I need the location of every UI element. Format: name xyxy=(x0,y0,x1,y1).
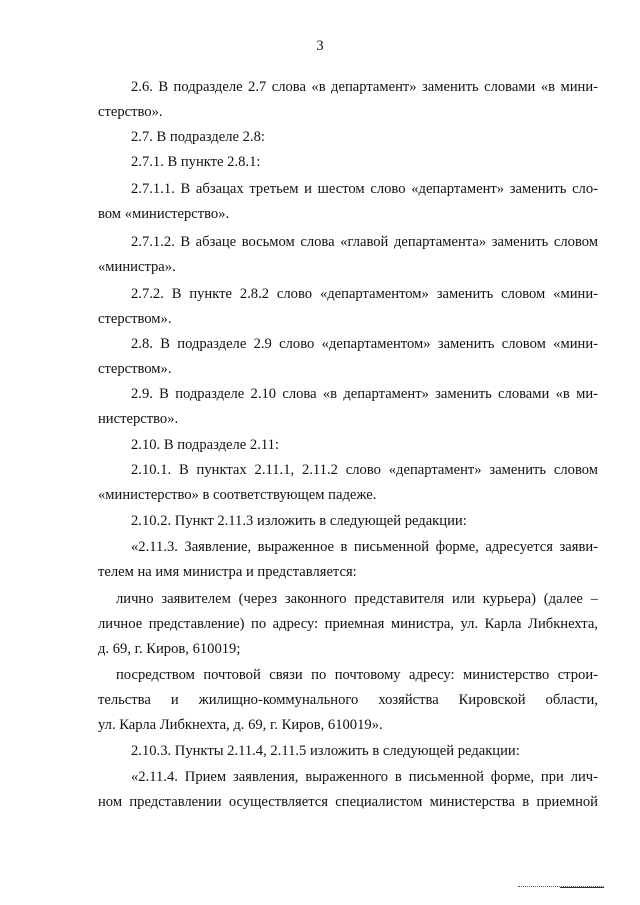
paragraph-line: лично заявителем (через законного представителя или курьера) (далее – xyxy=(116,591,598,607)
paragraph-line: посредством почтовой связи по почтовому адресу: министерство строи- xyxy=(116,667,598,683)
scan-mark-line xyxy=(560,887,604,888)
paragraph-line: 2.10.3. Пункты 2.11.4, 2.11.5 изложить в следующей редакции: xyxy=(131,743,520,759)
paragraph-line: «2.11.4. Прием заявления, выраженного в письменной форме, при лич- xyxy=(131,769,598,785)
paragraph-line: 2.7.1. В пункте 2.8.1: xyxy=(131,154,261,170)
paragraph-line: нистерство». xyxy=(98,411,179,427)
paragraph-line: ул. Карла Либкнехта, д. 69, г. Киров, 610019». xyxy=(98,717,383,733)
paragraph-line: стерство». xyxy=(98,104,163,120)
paragraph-line: 2.7.1.1. В абзацах третьем и шестом слово «департамент» заменить сло- xyxy=(131,181,598,197)
paragraph-line: ном представлении осуществляется специалистом министерства в приемной xyxy=(98,794,598,810)
paragraph-line: 2.8. В подразделе 2.9 слово «департаментом» заменить словом «мини- xyxy=(131,336,598,352)
paragraph-line: «министра». xyxy=(98,259,176,275)
paragraph-line: 2.7.1.2. В абзаце восьмом слова «главой департамента» заменить словом xyxy=(131,234,598,250)
paragraph-line: вом «министерство». xyxy=(98,206,230,222)
paragraph-line: 2.10.1. В пунктах 2.11.1, 2.11.2 слово «департамент» заменить словом xyxy=(131,462,598,478)
paragraph-line: телем на имя министра и представляется: xyxy=(98,564,357,580)
paragraph-line: 2.9. В подразделе 2.10 слова «в департамент» заменить словами «в ми- xyxy=(131,386,598,402)
paragraph-line: тельства и жилищно-коммунального хозяйства Кировской области, xyxy=(98,692,598,708)
paragraph-line: личное представление) по адресу: приемная министра, ул. Карла Либкнехта, xyxy=(98,616,598,632)
paragraph-line: «министерство» в соответствующем падеже. xyxy=(98,487,377,503)
paragraph-line: «2.11.3. Заявление, выраженное в письменной форме, адресуется заяви- xyxy=(131,539,598,555)
page-number: 3 xyxy=(316,38,324,54)
paragraph-line: 2.7. В подразделе 2.8: xyxy=(131,129,265,145)
paragraph-line: д. 69, г. Киров, 610019; xyxy=(98,641,241,657)
paragraph-line: 2.10. В подразделе 2.11: xyxy=(131,437,279,453)
paragraph-line: стерством». xyxy=(98,361,172,377)
paragraph-line: 2.10.2. Пункт 2.11.3 изложить в следующей редакции: xyxy=(131,513,467,529)
paragraph-line: 2.7.2. В пункте 2.8.2 слово «департаментом» заменить словом «мини- xyxy=(131,286,598,302)
paragraph-line: стерством». xyxy=(98,311,172,327)
paragraph-line: 2.6. В подразделе 2.7 слова «в департамент» заменить словами «в мини- xyxy=(131,79,598,95)
